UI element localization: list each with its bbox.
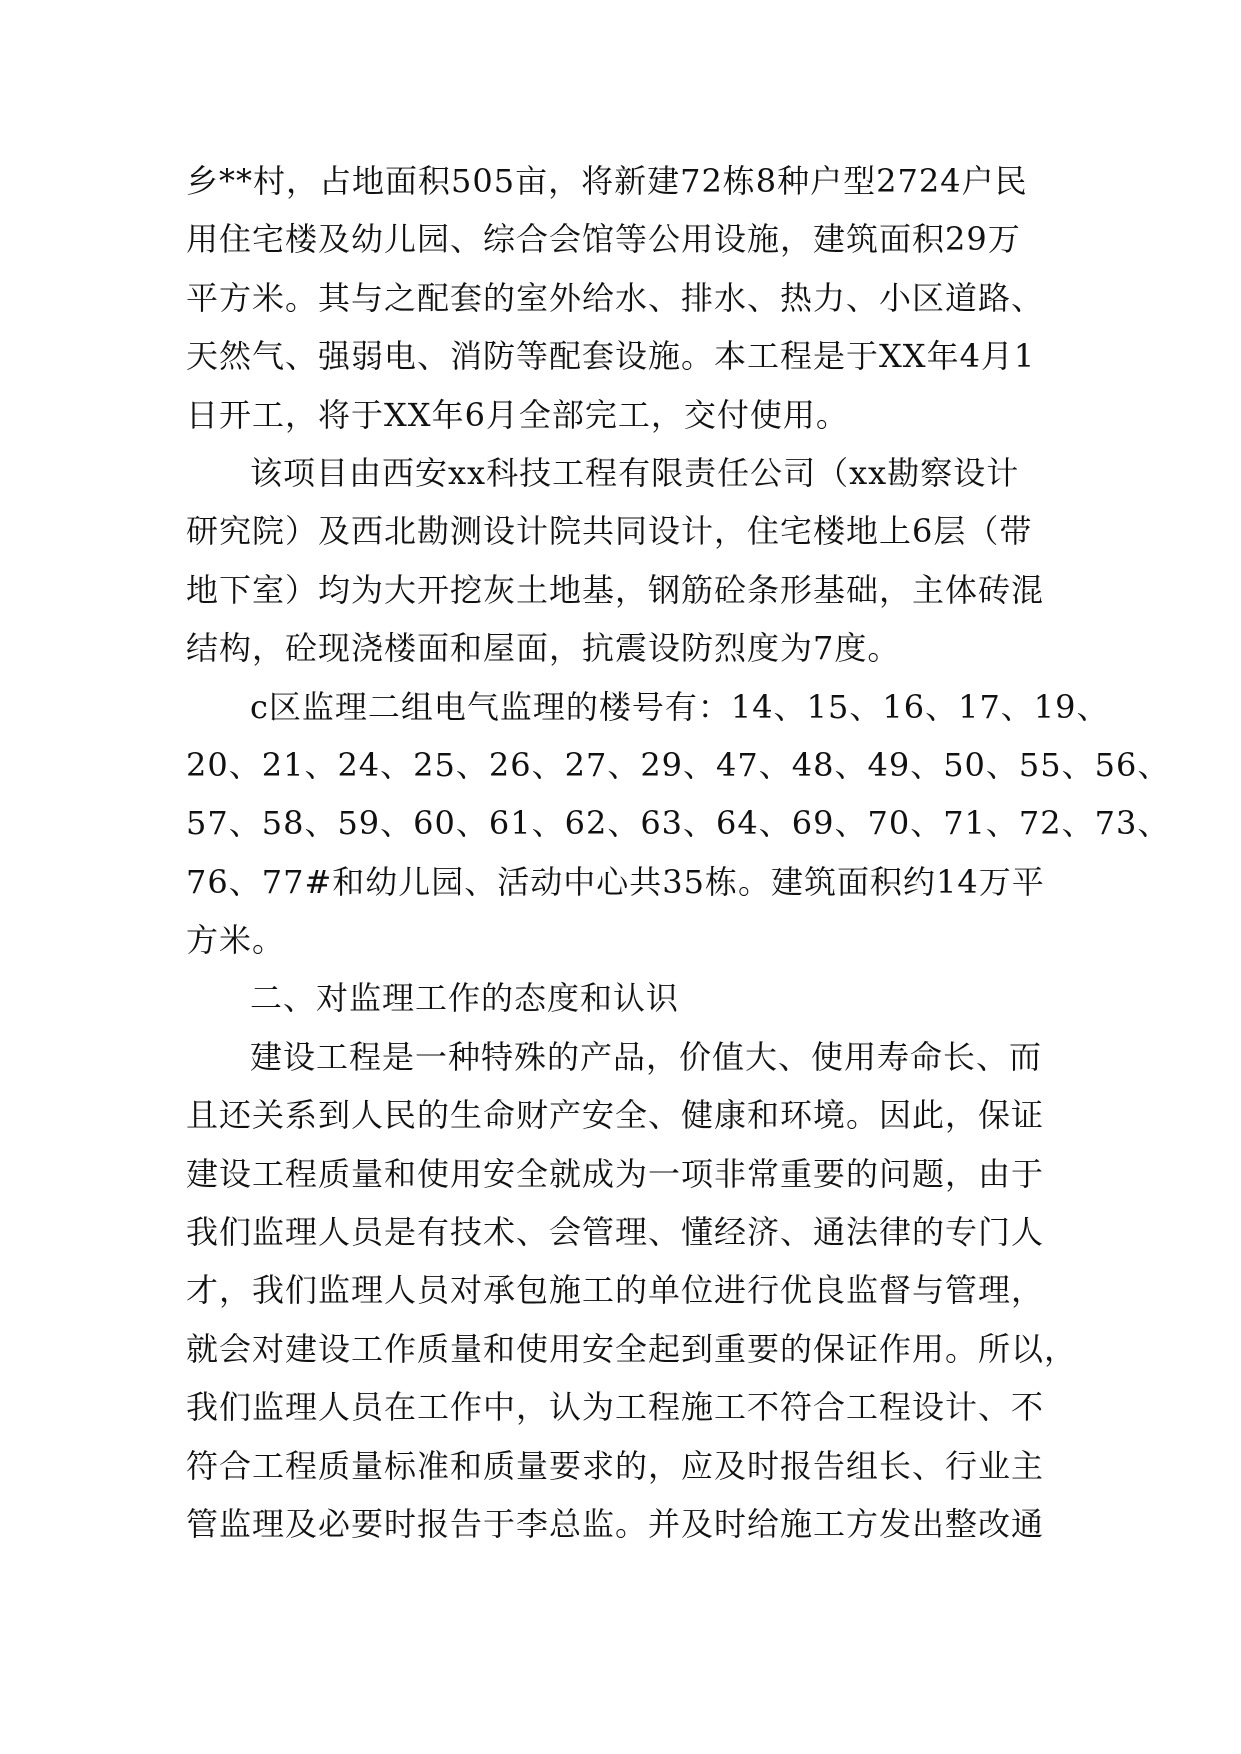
text-line: 结构，砼现浇楼面和屋面，抗震设防烈度为7度。 xyxy=(186,629,901,668)
text-line: 建设工程质量和使用安全就成为一项非常重要的问题，由于 xyxy=(186,1154,1045,1193)
text-line: 天然气、强弱电、消防等配套设施。本工程是于XX年4月1 xyxy=(186,337,1036,376)
text-line: 二、对监理工作的态度和认识 xyxy=(250,979,680,1018)
text-line: 76、77#和幼儿园、活动中心共35栋。建筑面积约14万平 xyxy=(186,862,1045,901)
text-line: 该项目由西安xx科技工程有限责任公司（xx勘察设计 xyxy=(250,453,1020,492)
document-body xyxy=(186,152,1171,1553)
text-line: 建设工程是一种特殊的产品，价值大、使用寿命长、而 xyxy=(250,1037,1043,1076)
text-line: 日开工，将于XX年6月全部完工，交付使用。 xyxy=(186,395,849,434)
text-line: 57、58、59、60、61、62、63、64、69、70、71、72、73、 xyxy=(186,804,1171,843)
text-line: 管监理及必要时报告于李总监。并及时给施工方发出整改通 xyxy=(186,1504,1045,1543)
text-line: 才，我们监理人员对承包施工的单位进行优良监督与管理， xyxy=(186,1271,1045,1310)
text-line: 用住宅楼及幼儿园、综合会馆等公用设施，建筑面积29万 xyxy=(186,220,1021,259)
text-line: 符合工程质量标准和质量要求的，应及时报告组长、行业主 xyxy=(186,1446,1045,1485)
text-line: 20、21、24、25、26、27、29、47、48、49、50、55、56、 xyxy=(186,745,1171,784)
text-line: 乡**村，占地面积505亩，将新建72栋8种户型2724户民 xyxy=(186,162,1028,200)
text-line: 方米。 xyxy=(186,921,286,960)
text-line: 且还关系到人民的生命财产安全、健康和环境。因此，保证 xyxy=(186,1096,1045,1135)
text-line: 我们监理人员在工作中，认为工程施工不符合工程设计、不 xyxy=(186,1388,1045,1427)
text-line: 我们监理人员是有技术、会管理、懂经济、通法律的专门人 xyxy=(186,1213,1045,1252)
text-line: 地下室）均为大开挖灰土地基，钢筋砼条形基础，主体砖混 xyxy=(186,570,1045,609)
text-line: 平方米。其与之配套的室外给水、排水、热力、小区道路、 xyxy=(186,278,1045,317)
text-line: 研究院）及西北勘测设计院共同设计，住宅楼地上6层（带 xyxy=(186,512,1033,551)
text-line: 就会对建设工作质量和使用安全起到重要的保证作用。所以， xyxy=(186,1329,1078,1368)
text-line: c区监理二组电气监理的楼号有：14、15、16、17、19、 xyxy=(250,687,1110,726)
